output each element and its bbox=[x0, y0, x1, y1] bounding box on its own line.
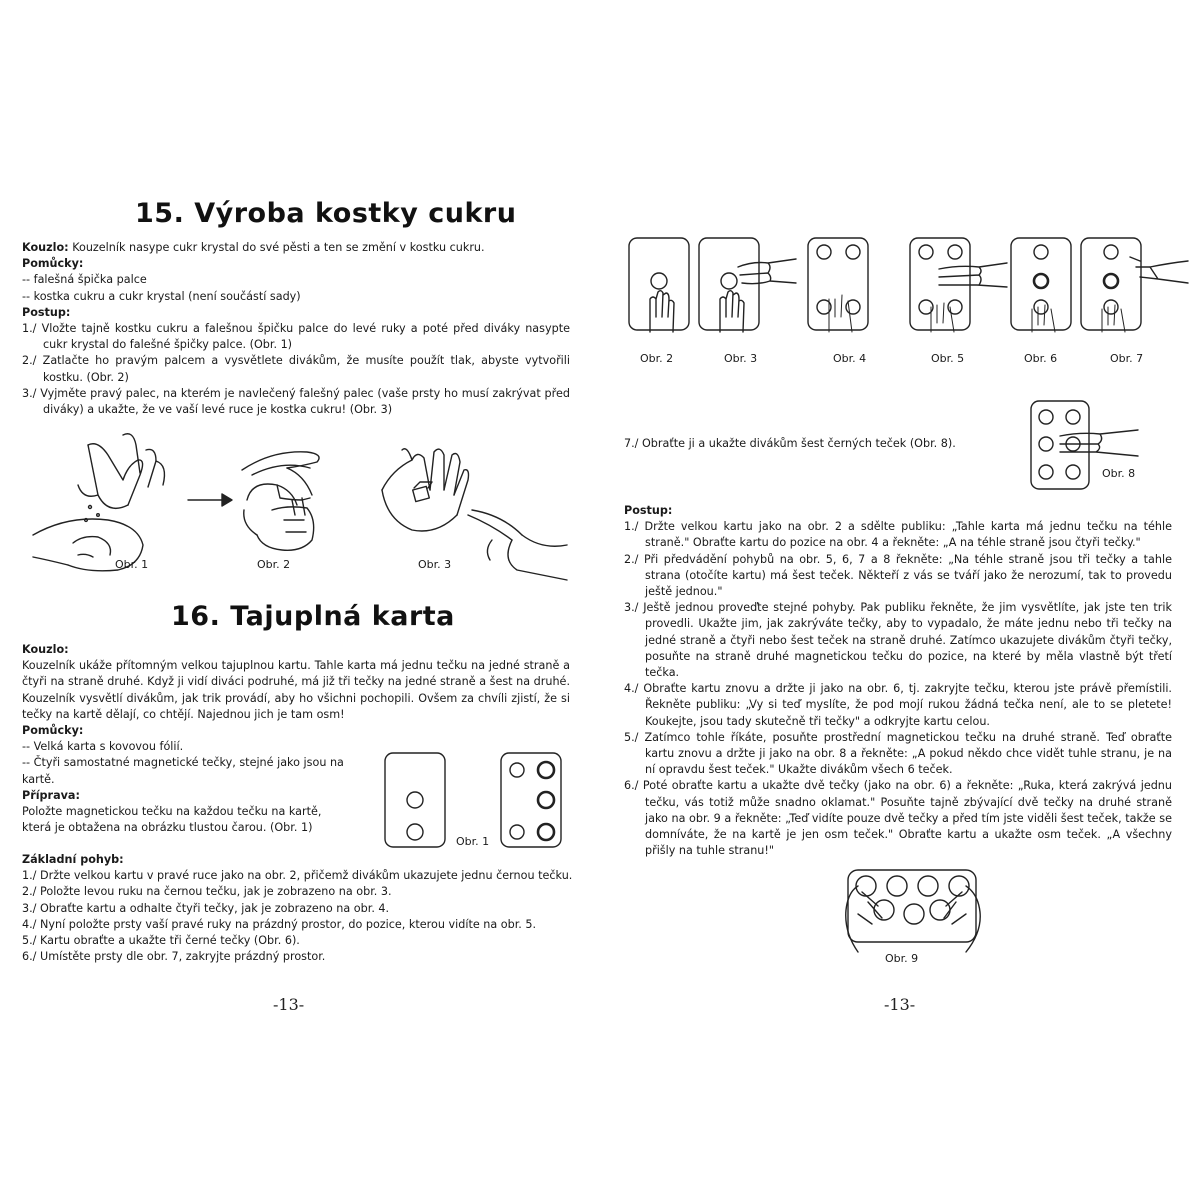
card-illustration-obr8 bbox=[1030, 400, 1140, 495]
kouzlo-paragraph bbox=[22, 240, 570, 256]
step-item: 5./ Kartu obraťte a ukažte tři černé tečky (Obr. 6). bbox=[22, 934, 300, 948]
arrow-right-icon bbox=[186, 490, 236, 510]
hand-illustration-obr3 bbox=[372, 440, 572, 585]
section-16-title: 16. Tajuplná karta bbox=[171, 601, 455, 632]
postup-section bbox=[624, 503, 1172, 859]
card-illustration-front bbox=[384, 752, 446, 848]
step-item: 2./ Zatlačte ho pravým palcem a vysvětlete divákům, že musíte použít tlak, abyste vytvořili kostku. (Obr. 2) bbox=[22, 354, 570, 384]
pomucky-item: -- falešná špička palce bbox=[22, 273, 147, 287]
figure-caption: Obr. 6 bbox=[1024, 352, 1058, 365]
hand-illustration-obr1 bbox=[28, 425, 198, 585]
figure-caption: Obr. 1 bbox=[456, 835, 490, 848]
card-illustration-obr4 bbox=[807, 237, 869, 337]
kouzlo-label: Kouzlo: bbox=[22, 241, 69, 254]
section-15-body bbox=[22, 240, 570, 418]
step-item: 3./ Vyjměte pravý palec, na kterém je navlečený falešný palec (vaše prsty ho musí zakrývat před diváky) a ukažte, že ve vaší levé ruce je kostka cukru! (Obr. 3) bbox=[22, 386, 570, 417]
card-illustration-obr5 bbox=[909, 237, 1009, 337]
kouzlo-label: Kouzlo: bbox=[22, 643, 69, 656]
section-16-intro bbox=[22, 642, 570, 723]
page-number: -13- bbox=[884, 995, 916, 1014]
figure-caption: Obr. 3 bbox=[724, 352, 758, 365]
card-illustration-obr7 bbox=[1080, 237, 1190, 337]
step-item: 5./ Zatímco tohle říkáte, posuňte prostřední magnetickou tečku na druhé straně. Teď obraťte kartu znovu a držte ji jako na obr. 8 a řekněte: „A pokud někdo chce vidět tuhle stranu, je na ní opravdu šest teček." Ukažte divákům všech 6 teček. bbox=[624, 730, 1172, 777]
kouzlo-text: Kouzelník ukáže přítomným velkou tajuplnou kartu. Tahle karta má jednu tečku na jedné straně a čtyři na straně druhé. Když ji vidí diváci podruhé, má již tři tečky na jedné straně a šest na druhé. Kouzelník vysvětlí divákům, jak trik provádí, aby ho všichni pochopili. Ovšem za chvíli zjistí, že si tečky na kartě dělají, co chtějí. Najednou jich je tam osm! bbox=[22, 659, 570, 721]
figure-caption: Obr. 9 bbox=[885, 952, 919, 965]
zakladni-label: Základní pohyb: bbox=[22, 853, 124, 866]
step-item: 4./ Obraťte kartu znovu a držte ji jako na obr. 6, tj. zakryjte tečku, kterou jste právě přemístili. Řekněte publiku: „Vy si teď myslíte, že pod mojí rukou žádná tečka není, ale to se pletete! Koukejte, jsou tady skutečně tři tečky" a odkryjte kartu celou. bbox=[624, 682, 1172, 728]
kouzlo-text: Kouzelník nasype cukr krystal do své pěsti a ten se změní v kostku cukru. bbox=[68, 241, 485, 254]
postup-label: Postup: bbox=[22, 305, 71, 319]
step-item: 6./ Umístěte prsty dle obr. 7, zakryjte prázdný prostor. bbox=[22, 950, 326, 964]
step-7: 7./ Obraťte ji a ukažte divákům šest černých teček (Obr. 8). bbox=[624, 437, 956, 450]
postup-label: Postup: bbox=[624, 504, 673, 517]
figure-caption: Obr. 8 bbox=[1102, 467, 1136, 480]
figure-caption: Obr. 1 bbox=[115, 558, 149, 571]
step-item: 1./ Vložte tajně kostku cukru a falešnou špičku palce do levé ruky a poté před diváky nasypte cukr krystal do falešné špičky palce. (Obr. 1) bbox=[22, 322, 570, 352]
page-number: -13- bbox=[273, 995, 305, 1014]
card-illustration-obr2 bbox=[628, 237, 690, 337]
card-illustration-back bbox=[500, 752, 562, 848]
step-item: 4./ Nyní položte prsty vaší pravé ruky na prázdný prostor, do pozice, kterou vidíte na obr. 5. bbox=[22, 917, 537, 931]
card-illustration-obr3 bbox=[698, 237, 798, 337]
section-16-pomucky bbox=[22, 723, 377, 836]
step-item: 6./ Poté obraťte kartu a ukažte dvě tečky (jako na obr. 6) a řekněte: „Ruka, která zakrývá jednu tečku, vás totiž může snadno oklamat." Posuňte tajně zbývající dvě tečky na druhé straně jako na obr. 9 a řekněte: „Teď vidíte pouze dvě tečky a před tím jste viděli šest teček, takže se domníváte, že na kartě je jen osm teček." Obraťte kartu a ukažte osm teček. „A všechny přišly na tuhle stranu!" bbox=[624, 779, 1172, 858]
step-item: 2./ Při předvádění pohybů na obr. 5, 6, 7 a 8 řekněte: „Na téhle straně jsou tři tečky a tahle strana (otočíte kartu) má šest teček. Někteří z vás se tváří jako že nerozumí, tak to provedu ještě jednou." bbox=[624, 552, 1172, 599]
step-item: 1./ Držte velkou kartu v pravé ruce jako na obr. 2, přičemž divákům ukazujete jednu černou tečku. bbox=[22, 869, 573, 883]
figure-caption: Obr. 7 bbox=[1110, 352, 1144, 365]
priprava-label: Příprava: bbox=[22, 788, 80, 802]
hand-illustration-obr2 bbox=[232, 440, 342, 560]
section-15-title: 15. Výroba kostky cukru bbox=[135, 198, 517, 229]
step-item: 3./ Obraťte kartu a odhalte čtyři tečky, jak je zobrazeno na obr. 4. bbox=[22, 901, 390, 915]
step-item: 1./ Držte velkou kartu jako na obr. 2 a sdělte publiku: „Tahle karta má jednu tečku na téhle straně." Obraťte kartu do pozice na obr. 4 a řekněte: „A na téhle straně jsou čtyři tečky." bbox=[624, 520, 1172, 550]
step-item: 3./ Ještě jednou proveďte stejné pohyby. Pak publiku řekněte, že jim vysvětlíte, jak jste ten trik provedli. Ukažte jim, jak zakrýváte tečky, aby to vypadalo, že máte jednu nebo tři tečky na jedné straně a čtyři nebo šest teček na straně druhé. Zatímco ukazujete divákům čtyři tečky, posuňte na straně druhé magnetickou tečku do pozice, na které by měla vlastně být třetí tečka. bbox=[624, 601, 1172, 680]
zakladni-pohyb-section bbox=[22, 852, 582, 965]
step-item: 2./ Položte levou ruku na černou tečku, jak je zobrazeno na obr. 3. bbox=[22, 885, 392, 899]
card-illustration-obr9 bbox=[828, 862, 988, 957]
figure-caption: Obr. 2 bbox=[640, 352, 674, 365]
figure-caption: Obr. 2 bbox=[257, 558, 291, 571]
right-page bbox=[600, 0, 1200, 1200]
pomucky-item: -- kostka cukru a cukr krystal (není součástí sady) bbox=[22, 289, 301, 303]
pomucky-item: -- Čtyři samostatné magnetické tečky, stejné jako jsou na kartě. bbox=[22, 756, 344, 786]
pomucky-label: Pomůcky: bbox=[22, 724, 84, 737]
priprava-text: Položte magnetickou tečku na každou tečku na kartě, která je obtažena na obrázku tlustou čarou. (Obr. 1) bbox=[22, 805, 322, 835]
figure-caption: Obr. 5 bbox=[931, 352, 965, 365]
pomucky-label: Pomůcky: bbox=[22, 257, 84, 271]
figure-caption: Obr. 4 bbox=[833, 352, 867, 365]
pomucky-item: -- Velká karta s kovovou fólií. bbox=[22, 740, 184, 754]
figure-caption: Obr. 3 bbox=[418, 558, 452, 571]
card-illustration-obr6 bbox=[1010, 237, 1072, 337]
